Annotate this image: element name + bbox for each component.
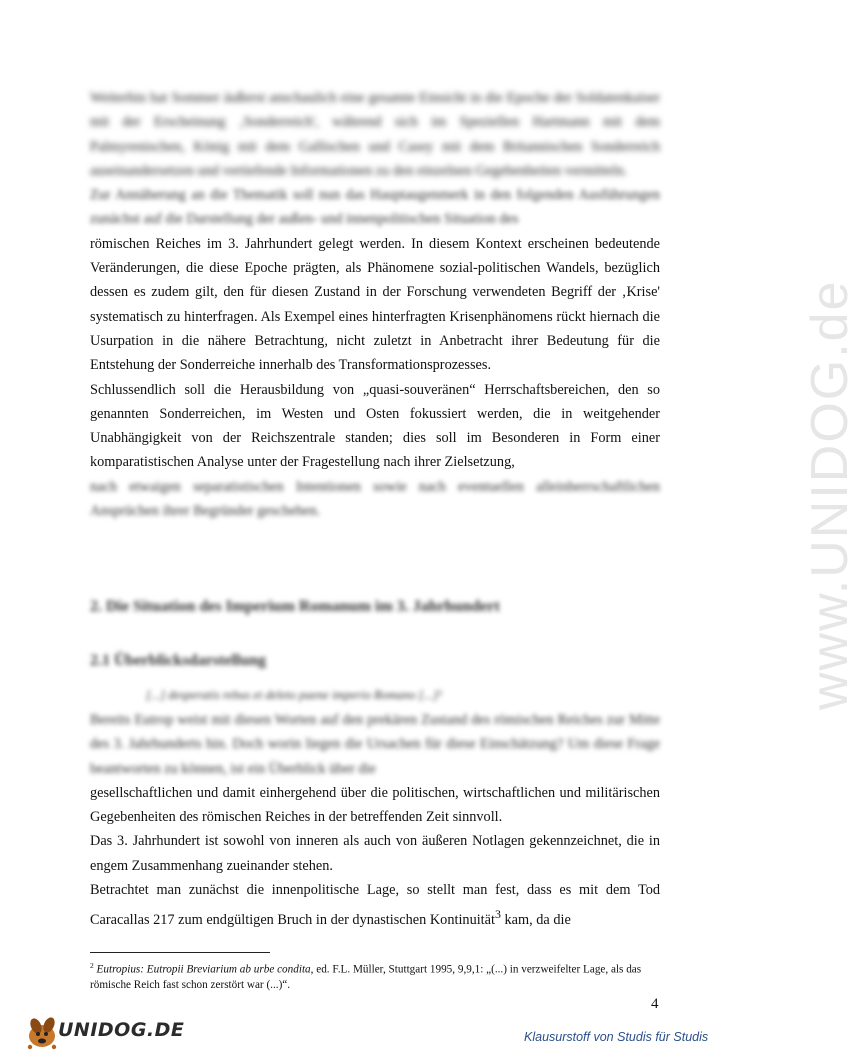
body-paragraph-3: gesellschaftlichen und damit einhergehend über die politischen, wirtschaftlichen und militärischen Gegebenheiten des römischen Reiches in der betreffenden Zeit sinnvoll. [90, 784, 660, 826]
subsection-heading-block [90, 652, 660, 670]
footnote [90, 958, 660, 993]
section-heading: 2. Die Situation des Imperium Romanum im 3. Jahrhundert [90, 598, 500, 615]
blurred-paragraph-top: Weiterhin hat Sommer äußerst anschaulich eine gesamte Einsicht in die Epoche der Soldatenkaiser mit der Erscheinung ‚Sonderreich', während sich im Speziellen Hartmann mit dem Palmyrenischen, König mit dem Gallischen und Casey mit dem Britannischen Sonderreich auseinandersetzen und vertiefende Informationen zu den einzelnen Gegebenheiten vermitteln. [90, 90, 660, 179]
logo-text: UNIDOG.DE [58, 1019, 185, 1041]
footer-slogan: Klausurstoff von Studis für Studis [524, 1030, 709, 1044]
body-paragraph-4: Das 3. Jahrhundert ist sowohl von inneren als auch von äußeren Notlagen gekennzeichnet, die in engem Zusammenhang zueinander stehen. [90, 833, 660, 874]
page-number: 4 [651, 996, 659, 1012]
section-body [90, 708, 660, 932]
blurred-paragraph-end: nach etwaigen separatistischen Intentionen sowie nach eventuellen alleinherrschaftlichen Ansprüchen ihrer Begründer geschehen. [90, 478, 660, 520]
section-heading-block [90, 598, 660, 616]
blurred-section-paragraph: Bereits Eutrop weist mit diesen Worten auf den prekären Zustand des römischen Reiches zur Mitte des 3. Jahrhunderts hin. Doch worin liegen die Ursachen für diese Einschätzung? Um diese Frage beantworten zu können, ist ein Überblick über die [90, 712, 660, 777]
watermark: www.UNIDOG.de [801, 279, 859, 710]
quote-block [146, 688, 606, 703]
body-paragraph-5 [90, 878, 660, 932]
footnote-divider [90, 952, 270, 953]
latin-quote: [...] desperatis rebus et deleto paene imperio Romano [...]² [146, 688, 442, 702]
footnote-text: , ed. F.L. Müller, Stuttgart 1995, 9,9,1: „(...) in verzweifelter Lage, als das römische Reich fast schon zerstört war (...)“. [90, 963, 642, 991]
body-paragraph-5-text: Betrachtet man zunächst die innenpolitische Lage, so stellt man fest, dass es mit dem Tod Caracallas 217 zum endgültigen Bruch in der dynastischen Kontinuität [90, 882, 660, 929]
footnote-marker: 2 [90, 961, 94, 970]
blurred-paragraph-mid: Zur Annäherung an die Thematik soll nun das Hauptaugenmerk in den folgenden Ausführungen zunächst auf die Darstellung der außen- und innenpolitischen Situation des [90, 187, 660, 228]
body-paragraph-5-tail: kam, da die [500, 912, 571, 929]
footnote-reference: 3 [494, 907, 501, 922]
intro-block [90, 86, 660, 523]
body-paragraph-1: römischen Reiches im 3. Jahrhundert gelegt werden. In diesem Kontext erscheinen bedeutende Veränderungen, die diese Epoche prägten, als Phänomene sozial-politischen Wandels, bezüglich dessen es zudem gilt, den für diesen Zustand in der Forschung verwendeten Begriff der ‚Krise' systematisch zu hinterfragen. Als Exempel eines hinterfragten Krisenphänomens rückt hiernach die Usurpation in die nähere Betrachtung, nicht zuletzt in Anbetracht ihrer Bedeutung für die Entstehung der Sonderreiche innerhalb des Transformationsprozesses. [90, 235, 660, 374]
subsection-heading: 2.1 Überblicksdarstellung [90, 652, 267, 669]
body-paragraph-2: Schlussendlich soll die Herausbildung von „quasi-souveränen“ Herrschaftsbereichen, den so genannten Sonderreichen, im Westen und Osten fokussiert werden, die in weitgehender Unabhängigkeit von der Reichszentrale standen; dies soll im Besonderen in Form einer komparatistischen Analyse unter der Fragestellung nach ihrer Zielsetzung, [90, 381, 660, 471]
footnote-title: Eutropius: Eutropii Breviarium ab urbe condita [93, 963, 311, 976]
